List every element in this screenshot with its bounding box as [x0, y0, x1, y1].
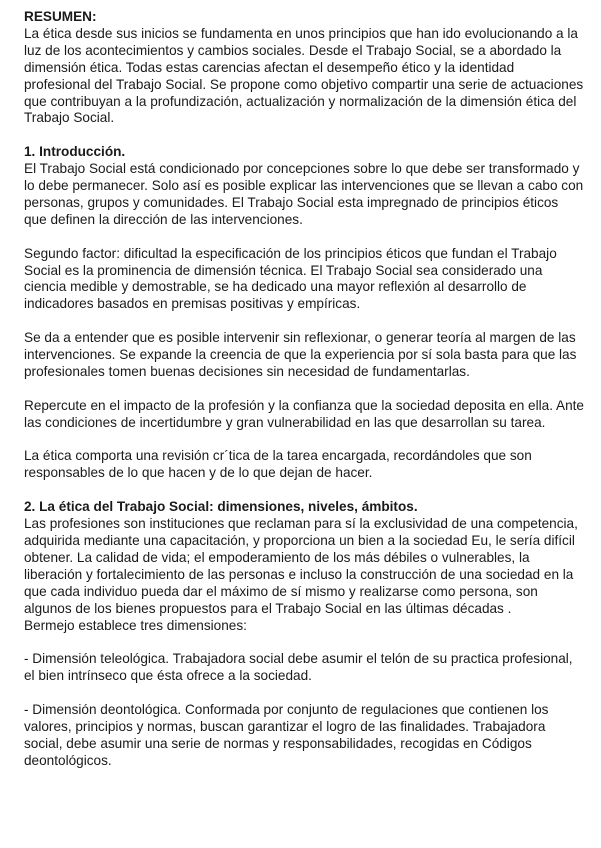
section-1-paragraph-3: Se da a entender que es posible intervenir sin reflexionar, o generar teoría al margen de las intervenciones. Se expande la creencia de que la experiencia por sí sola basta para que las profesionales tomen buenas decisiones sin necesidad de fundamentarlas.: [24, 330, 577, 379]
section-1-paragraph-5: La ética comporta una revisión cr´tica de la tarea encargada, recordándoles que son responsables de lo que hacen y de lo que dejan de hacer.: [24, 448, 532, 481]
section-2-dimensions-lead: Bermejo establece tres dimensiones:: [24, 617, 247, 633]
section-1-paragraph-2: Segundo factor: dificultad la especificación de los principios éticos que fundan el Trabajo Social es la prominencia de dimensión técnica. El Trabajo Social sea considerado una ciencia medible y demostrable, se ha dedicado una mayor reflexión al desarrollo de indicadores basados en premisas positivas y empíricas.: [24, 245, 557, 312]
section-1-paragraph-1: El Trabajo Social está condicionado por concepciones sobre lo que debe ser transformado y lo debe permanecer. Solo así es posible explicar las intervenciones que se llevan a cabo con personas, grupos y comunidades. El Trabajo Social esta impregnado de principios éticos que definen la dirección de las intervenciones.: [24, 161, 584, 227]
dimension-teleologica: - Dimensión teleológica. Trabajadora social debe asumir el telón de su practica profesional, el bien intrínseco que ésta ofrece a la sociedad.: [24, 651, 573, 684]
section-1-heading: 1. Introducción.: [24, 144, 126, 160]
resumen-paragraph: La ética desde sus inicios se fundamenta en unos principios que han ido evolucionando a la luz de los acontecimientos y cambios sociales. Desde el Trabajo Social, se a abordado la dimensión ética. Todas estas carencias afectan el desempeño ético y la identidad profesional del Trabajo Social. Se propone como objetivo compartir una serie de actuaciones que contribuyan a la profundización, actualización y normalización de la dimensión ética del Trabajo Social.: [24, 25, 584, 126]
section-2-intro: Las profesiones son instituciones que reclaman para sí la exclusividad de una competencia, adquirida mediante una capacitación, y proporciona un bien a la sociedad Eu, le sería difícil obtener. La calidad de vida; el empoderamiento de los más débiles o vulnerables, la liberación y fortalecimiento de las personas e incluso la construcción de una sociedad en la que cada individuo pueda dar el máximo de sí mismo y realizarse como persona, son algunos de los bienes propuestos para el Trabajo Social en las últimas décadas .: [24, 516, 578, 616]
resumen-heading: RESUMEN:: [24, 9, 97, 24]
dimension-deontologica: - Dimensión deontológica. Conformada por conjunto de regulaciones que contienen los valores, principios y normas, buscan garantizar el logro de las finalidades. Trabajadora social, debe asumir una serie de normas y responsabilidades, recogidas en Códigos deontológicos.: [24, 702, 549, 768]
section-2-heading: 2. La ética del Trabajo Social: dimensiones, niveles, ámbitos.: [24, 499, 418, 515]
section-1-paragraph-4: Repercute en el impacto de la profesión y la confianza que la sociedad deposita en ella. Ante las condiciones de incertidumbre y gran vulnerabilidad en las que desarrollan su tarea.: [24, 397, 584, 430]
document-page: [24, 9, 584, 770]
